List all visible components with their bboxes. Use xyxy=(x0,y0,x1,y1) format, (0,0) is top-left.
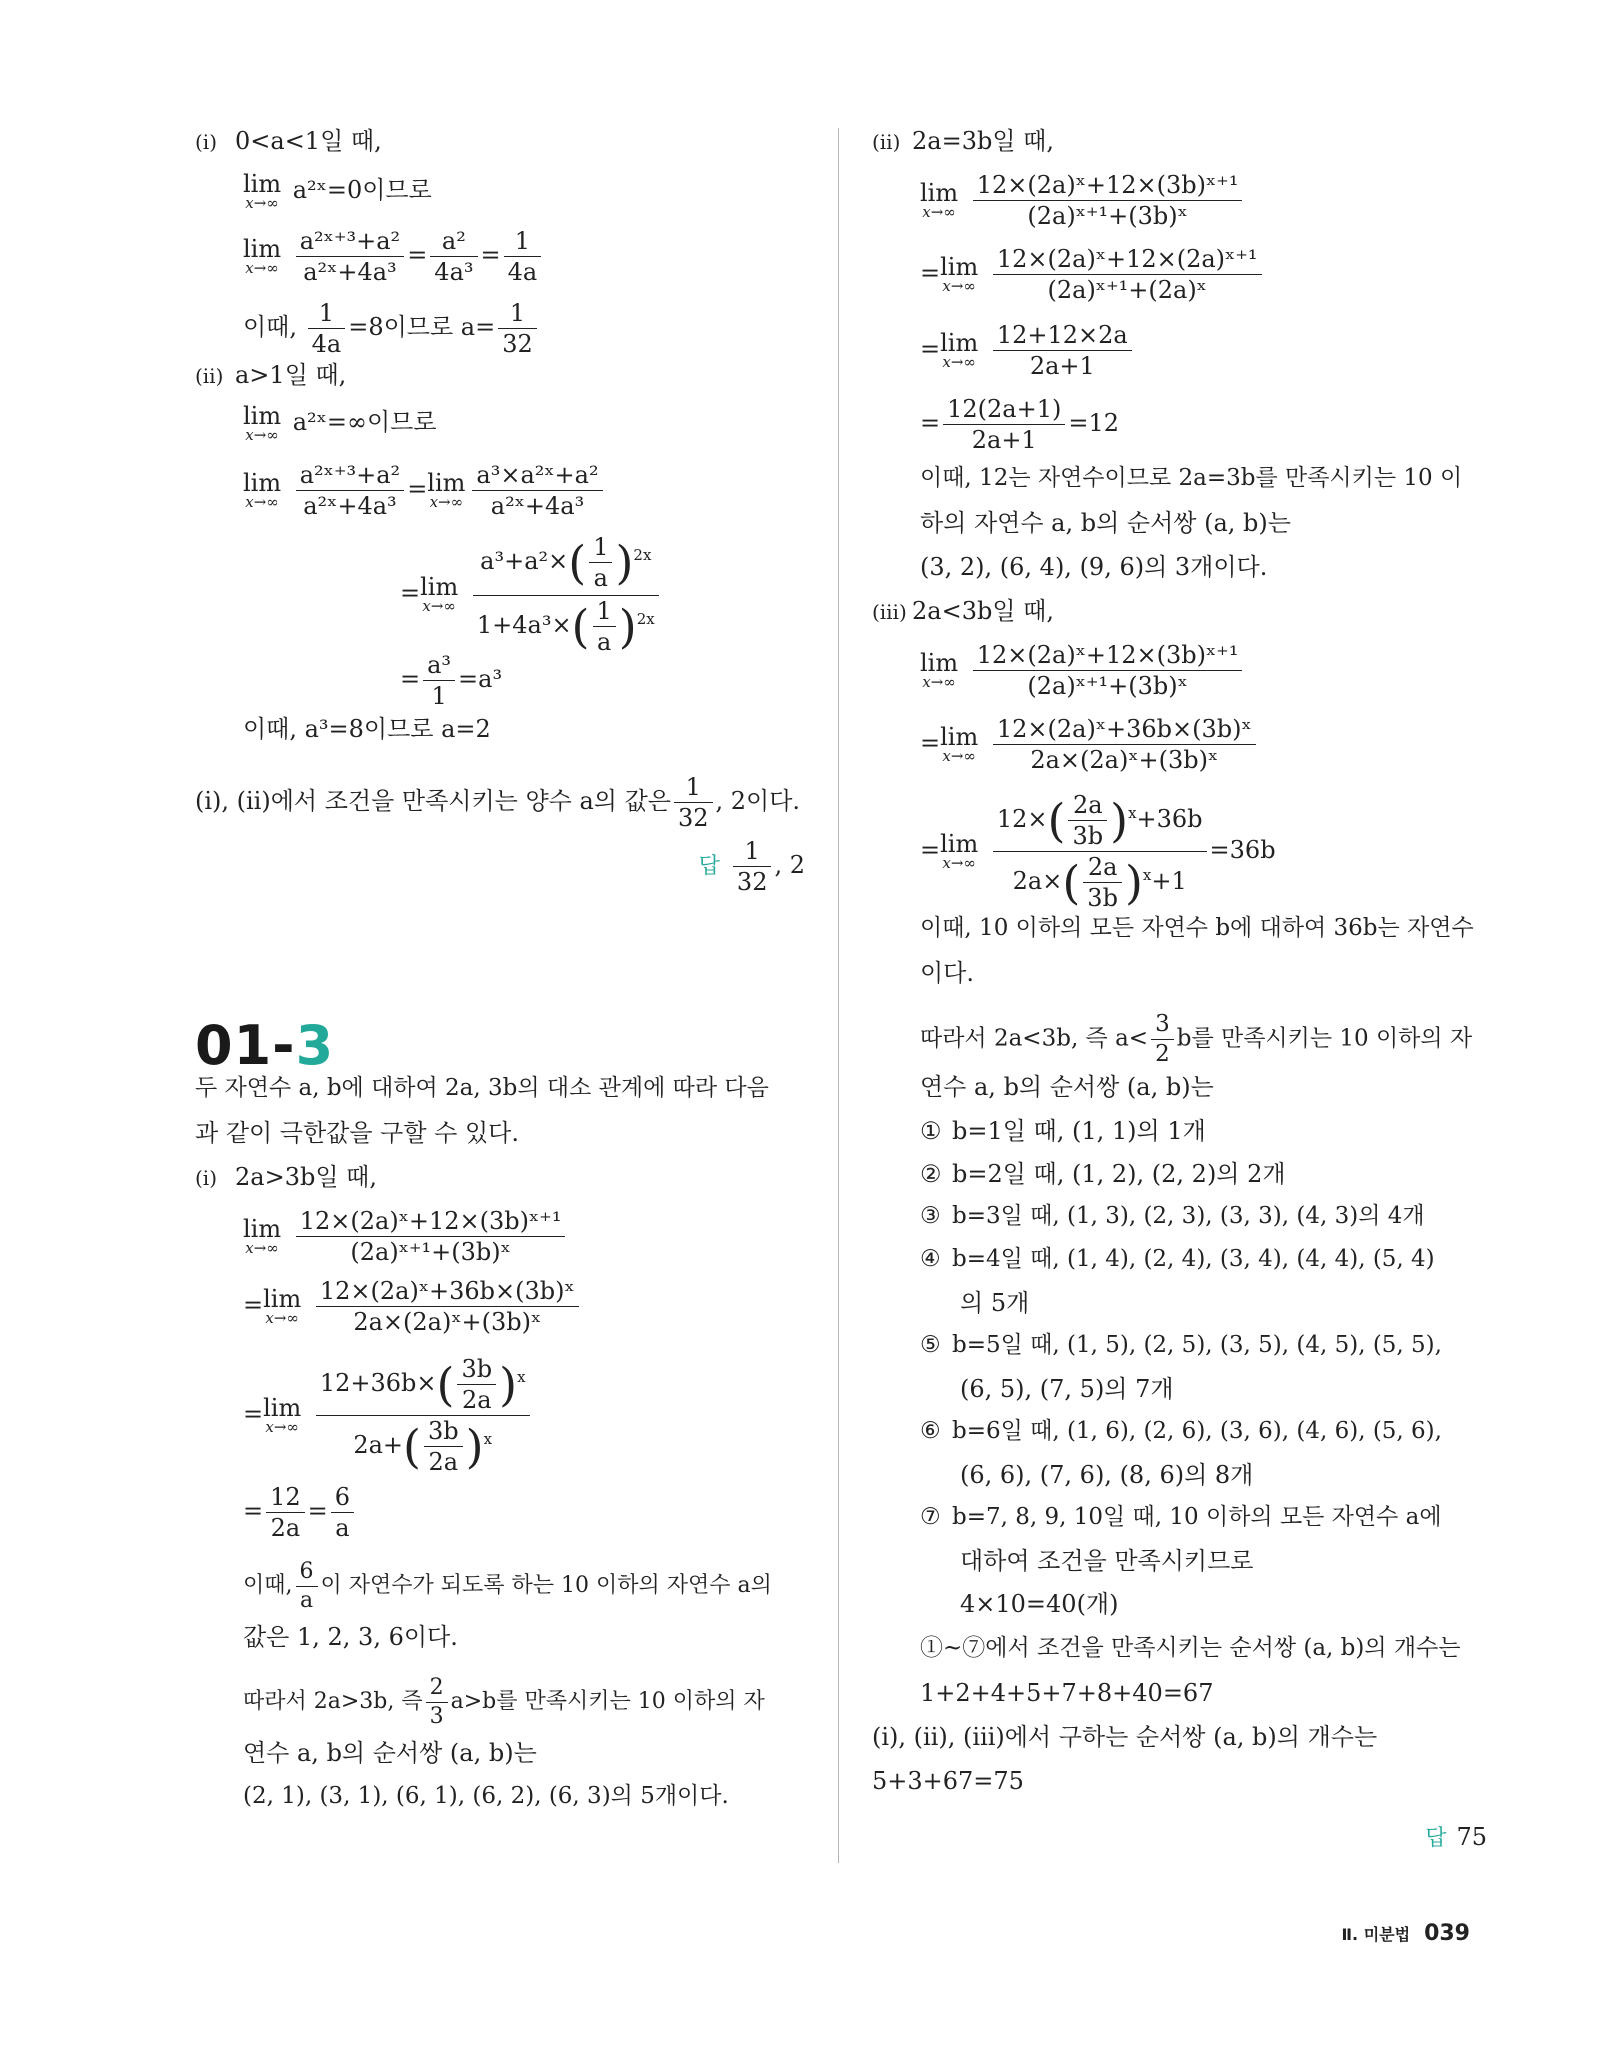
answer-label: 답 xyxy=(1425,1826,1447,1851)
limit-symbol: lim x→∞ xyxy=(243,1215,282,1257)
case3-iii-then-2: 이다. xyxy=(920,959,974,987)
case3-iii-so: 따라서 2a<3b, 즉 a< $\frac{3}{2}$ b를 만족시키는 10 이하의 자 xyxy=(920,1011,1473,1067)
list-item: ⑤ b=5일 때, (1, 5), (2, 5), (3, 5), (4, 5), (5, 5), xyxy=(920,1332,1442,1358)
fraction: $\frac{12(2a+1)}{2a+1}$ xyxy=(943,394,1065,455)
case-ii-limit-line: lim x→∞ a²ˣ=∞이므로 xyxy=(243,402,437,444)
page-footer xyxy=(1342,1918,1471,1946)
answer-line-1: 답 $\frac{1}{32}$ , 2 xyxy=(698,837,805,896)
list-item-cont: 대하여 조건을 만족시키므로 xyxy=(960,1547,1254,1575)
fraction: $\frac{\text{12×(2a)ˣ+12×(3b)ˣ⁺¹}}{\text{(2a)ˣ⁺¹+(3b)ˣ}}$ xyxy=(973,170,1243,231)
limit-symbol: lim x→∞ xyxy=(243,469,282,511)
limit-symbol: lim x→∞ xyxy=(940,723,979,765)
case3-ii-title: (ⅱ) 2a=3b일 때, xyxy=(872,127,1054,155)
limit-symbol: lim x→∞ xyxy=(940,329,979,371)
fraction: $\frac{12+12\times 2a}{2a+1}$ xyxy=(993,320,1132,381)
answer-line-2: 답 75 xyxy=(1425,1823,1487,1851)
final-sum: 5+3+67=75 xyxy=(872,1767,1024,1795)
case3-ii-then-3: (3, 2), (6, 4), (9, 6)의 3개이다. xyxy=(920,553,1268,581)
count-intro: ①~⑦에서 조건을 만족시키는 순서쌍 (a, b)의 개수는 xyxy=(920,1635,1461,1661)
limit-symbol: lim x→∞ xyxy=(243,235,282,277)
list-item-cont: 4×10=40(개) xyxy=(960,1590,1119,1618)
final-intro: (ⅰ), (ⅱ), (ⅲ)에서 구하는 순서쌍 (a, b)의 개수는 xyxy=(872,1723,1378,1751)
limit-symbol: lim x→∞ xyxy=(243,402,282,444)
case-ii-fraction-line-1: lim x→∞ $\frac{\text{a²ˣ⁺³+a²}}{\text{a²ˣ+4a³}}$ = lim x→∞ $\frac{\text{a³×a²ˣ+a²}}{\text{a²ˣ+4a³}}$ xyxy=(243,460,805,532)
list-item: ⑥ b=6일 때, (1, 6), (2, 6), (3, 6), (4, 6), (5, 6), xyxy=(920,1418,1442,1444)
case-i-title: (ⅰ) 0<a<1일 때, xyxy=(195,127,382,155)
fraction: $\frac{3}{2}$ xyxy=(1151,1010,1174,1069)
limit-symbol: lim x→∞ xyxy=(920,649,959,691)
case3-i-line-4: = $\frac{12}{2a}$ = $\frac{6}{a}$ xyxy=(243,1482,805,1558)
fraction: $\frac{1}{4a}$ xyxy=(504,226,542,287)
case3-iii-pairs-intro: 연수 a, b의 순서쌍 (a, b)는 xyxy=(920,1073,1214,1101)
case3-iii-line-3: = lim x→∞ 12×( $\frac{2a}{3b}$ )$^x$+36b 2a×( $\frac{2a}{3b}$ )$^x$+1 =36b xyxy=(920,791,1276,912)
case3-iii-title: (ⅲ) 2a<3b일 때, xyxy=(872,597,1054,625)
case3-ii-line-1 xyxy=(920,170,1487,244)
fraction: $\frac{\text{a²}}{\text{4a³}}$ xyxy=(430,226,477,287)
case3-ii-line-4: = $\frac{12(2a+1)}{2a+1}$ =12 xyxy=(920,395,1119,454)
limit-symbol: lim x→∞ xyxy=(940,830,979,872)
case3-i-line-1 xyxy=(243,1206,805,1276)
fraction: $\frac{\text{12×(2a)ˣ+36b×(3b)ˣ}}{\text{2a×(2a)ˣ+(3b)ˣ}}$ xyxy=(316,1276,579,1337)
case3-i-values: 값은 1, 2, 3, 6이다. xyxy=(243,1623,458,1651)
case3-i-line-3: = lim x→∞ 12+36b×( $\frac{3b}{2a}$ )$^x$ 2a+( $\frac{3b}{2a}$ )$^x$ xyxy=(243,1354,805,1482)
list-item: ② b=2일 때, (1, 2), (2, 2)의 2개 xyxy=(920,1160,1286,1188)
list-item: ① b=1일 때, (1, 1)의 1개 xyxy=(920,1117,1206,1145)
inner-fraction: $\frac{1}{a}$ xyxy=(593,596,616,657)
case3-i-so: 따라서 2a>3b, 즉 $\frac{2}{3}$ a>b를 만족시키는 10 이하의 자 xyxy=(243,1675,765,1729)
left-column xyxy=(195,128,805,1828)
list-item: ③ b=3일 때, (1, 3), (2, 3), (3, 3), (4, 3)의 4개 xyxy=(920,1203,1425,1229)
inner-fraction: $\frac{3b}{2a}$ xyxy=(457,1354,496,1415)
case3-i-then: 이때, $\frac{6}{a}$ 이 자연수가 되도록 하는 10 이하의 자연수 a의 xyxy=(243,1559,772,1613)
case-ii-fraction-line-2: = lim x→∞ a³+a²×( $\frac{1}{a}$ )$^{2x}$ 1+4a³×( $\frac{1}{a}$ )$^{2x}$ xyxy=(400,532,805,650)
list-item: ④ b=4일 때, (1, 4), (2, 4), (3, 4), (4, 4), (5, 4) xyxy=(920,1246,1435,1272)
limit-symbol: lim x→∞ xyxy=(920,179,959,221)
limit-symbol: lim x→∞ xyxy=(420,573,459,615)
case-i-fraction-line: lim x→∞ $\frac{\text{a²ˣ⁺³+a²}}{\text{a²ˣ+4a³}}$ = $\frac{\text{a²}}{\text{4a³}}$ = $\frac{1}{4a}$ xyxy=(243,226,805,298)
fraction: $\frac{\text{12×(2a)ˣ+12×(3b)ˣ⁺¹}}{\text{(2a)ˣ⁺¹+(3b)ˣ}}$ xyxy=(973,640,1243,701)
case3-ii-line-3: = lim x→∞ $\frac{12+12\times 2a}{2a+1}$ xyxy=(920,320,1487,394)
case-ii-title: (ⅱ) a>1일 때, xyxy=(195,361,347,389)
fraction: $\frac{\text{a³×a²ˣ+a²}}{\text{a²ˣ+4a³}}$ xyxy=(472,460,602,521)
fraction: $\frac{\text{12×(2a)ˣ+12×(3b)ˣ⁺¹}}{\text{(2a)ˣ⁺¹+(3b)ˣ}}$ xyxy=(296,1206,566,1267)
fraction: 12+36b×( $\frac{3b}{2a}$ )$^x$ 2a+( $\frac{3b}{2a}$ )$^x$ xyxy=(316,1354,530,1477)
inner-fraction: $\frac{2a}{3b}$ xyxy=(1068,790,1107,851)
case-i-then-line: 이때, $\frac{1}{4a}$ =8이므로 a= $\frac{1}{32}$ xyxy=(243,298,805,362)
fraction: $\frac{\text{a³}}{1}$ xyxy=(423,650,455,711)
section-label: Ⅱ. 미분법 xyxy=(1341,1925,1411,1944)
case-ii-then-line: 이때, a³=8이므로 a=2 xyxy=(243,715,491,743)
case3-i-title: (ⅰ) 2a>3b일 때, xyxy=(195,1163,377,1191)
fraction: $\frac{1}{32}$ xyxy=(733,836,772,897)
case3-i-pairs: (2, 1), (3, 1), (6, 1), (6, 2), (6, 3)의 5개이다. xyxy=(243,1783,729,1809)
count-sum: 1+2+4+5+7+8+40=67 xyxy=(920,1679,1214,1707)
case-ii-fraction-line-3: = $\frac{\text{a³}}{1}$ =a³ xyxy=(400,651,503,710)
fraction: $\frac{12}{2a}$ xyxy=(266,1482,305,1543)
fraction: $\frac{1}{4a}$ xyxy=(308,298,346,359)
list-item-cont: (6, 6), (7, 6), (8, 6)의 8개 xyxy=(960,1461,1254,1489)
fraction: 12×( $\frac{2a}{3b}$ )$^x$+36b 2a×( $\frac{2a}{3b}$ )$^x$+1 xyxy=(993,790,1207,913)
case3-ii-then-1: 이때, 12는 자연수이므로 2a=3b를 만족시키는 10 이 xyxy=(920,465,1463,491)
case3-ii-line-2: = lim x→∞ $\frac{\text{12×(2a)ˣ+12×(2a)ˣ⁺¹}}{\text{(2a)ˣ⁺¹+(2a)ˣ}}$ xyxy=(920,244,1487,320)
case3-iii-line-1 xyxy=(920,640,1487,714)
limit-symbol: lim x→∞ xyxy=(243,170,282,212)
case-i-limit-line: lim x→∞ a²ˣ=0이므로 xyxy=(243,170,432,212)
fraction: $\frac{2}{3}$ xyxy=(426,1674,448,1730)
problem-heading: 01-3 xyxy=(195,1014,335,1077)
limit-symbol: lim x→∞ xyxy=(263,1285,302,1327)
answer-label: 답 xyxy=(698,854,720,879)
column-divider xyxy=(838,128,839,1863)
list-item: ⑦ b=7, 8, 9, 10일 때, 10 이하의 모든 자연수 a에 xyxy=(920,1504,1442,1530)
limit-symbol: lim x→∞ xyxy=(427,469,466,511)
fraction: $\frac{1}{32}$ xyxy=(498,298,537,359)
inner-fraction: $\frac{2a}{3b}$ xyxy=(1083,852,1122,913)
case-i-ii-conclusion: (ⅰ), (ⅱ)에서 조건을 만족시키는 양수 a의 값은 $\frac{1}{32}$ , 2이다. xyxy=(195,773,801,832)
inner-fraction: $\frac{3b}{2a}$ xyxy=(424,1416,463,1477)
case3-iii-then-1: 이때, 10 이하의 모든 자연수 b에 대하여 36b는 자연수 xyxy=(920,915,1474,941)
case3-ii-then-2: 하의 자연수 a, b의 순서쌍 (a, b)는 xyxy=(920,509,1291,537)
limit-symbol: lim x→∞ xyxy=(940,253,979,295)
fraction: $\frac{6}{a}$ xyxy=(331,1482,354,1543)
fraction: $\frac{\text{a²ˣ⁺³+a²}}{\text{a²ˣ+4a³}}$ xyxy=(296,226,404,287)
fraction: $\frac{1}{32}$ xyxy=(674,772,713,833)
intro-line-2: 과 같이 극한값을 구할 수 있다. xyxy=(195,1119,519,1147)
fraction: $\frac{\text{12×(2a)ˣ+36b×(3b)ˣ}}{\text{2a×(2a)ˣ+(3b)ˣ}}$ xyxy=(993,714,1256,775)
case3-iii-line-2: = lim x→∞ $\frac{\text{12×(2a)ˣ+36b×(3b)ˣ}}{\text{2a×(2a)ˣ+(3b)ˣ}}$ xyxy=(920,714,1487,790)
fraction: a³+a²×( $\frac{1}{a}$ )$^{2x}$ 1+4a³×( $\frac{1}{a}$ )$^{2x}$ xyxy=(473,532,659,657)
list-item-cont: (6, 5), (7, 5)의 7개 xyxy=(960,1375,1174,1403)
case3-i-line-2: = lim x→∞ $\frac{\text{12×(2a)ˣ+36b×(3b)ˣ}}{\text{2a×(2a)ˣ+(3b)ˣ}}$ xyxy=(243,1276,805,1354)
right-column xyxy=(872,128,1487,1868)
page-number: 039 xyxy=(1424,1921,1470,1946)
list-item-cont: 의 5개 xyxy=(960,1289,1030,1317)
fraction: $\frac{\text{a²ˣ⁺³+a²}}{\text{a²ˣ+4a³}}$ xyxy=(296,460,404,521)
fraction: $\frac{6}{a}$ xyxy=(296,1558,318,1614)
case3-i-pairs-intro: 연수 a, b의 순서쌍 (a, b)는 xyxy=(243,1739,537,1767)
fraction: $\frac{\text{12×(2a)ˣ+12×(2a)ˣ⁺¹}}{\text{(2a)ˣ⁺¹+(2a)ˣ}}$ xyxy=(993,244,1262,305)
inner-fraction: $\frac{1}{a}$ xyxy=(589,532,612,593)
limit-symbol: lim x→∞ xyxy=(263,1394,302,1436)
intro-line-1: 두 자연수 a, b에 대하여 2a, 3b의 대소 관계에 따라 다음 xyxy=(195,1075,769,1101)
